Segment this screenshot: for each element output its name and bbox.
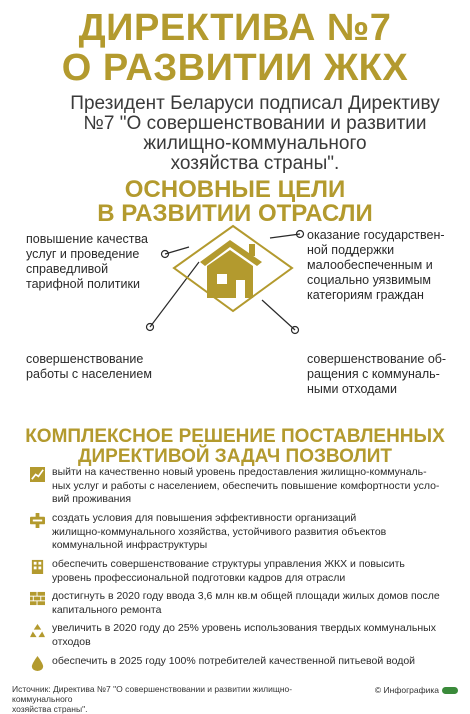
trend-up-icon [30,467,45,482]
solution-item-line: уровень профессиональной подготовки кадров для отрасли [52,571,346,584]
lead-line: хозяйства страны". [170,153,340,174]
solution-item-line: обеспечить в 2025 году 100% потребителей качественной питьевой водой [52,655,416,667]
goal-bottom-left [26,352,176,382]
goal-bottom-right [307,352,457,397]
source-line: Источник: Директива №7 "О совершенствовании и развитии жилищно-коммунального [12,684,293,704]
solution-heading: КОМПЛЕКСНОЕ РЕШЕНИЕ ПОСТАВЛЕННЫХ [25,426,445,447]
solution-item [30,622,462,652]
goal-top-left [26,232,191,292]
solution-item-line: отходов [52,635,91,648]
solution-item [30,558,462,588]
goal-line: социально уязвимым [307,273,431,287]
goal-line: ращения с коммуналь- [307,367,440,381]
solution-item-line: капитального ремонта [52,603,162,616]
goal-line: ными отходами [307,382,397,396]
goal-line: ной поддержки [307,243,395,257]
goal-line: тарифной политики [26,277,140,291]
goal-top-right [307,228,457,303]
solution-item-line: ных услуг и работы с населением, обеспечить повышение комфортности усло- [52,479,440,492]
credit-text: © Инфографика [374,685,439,695]
water-drop-icon [30,656,45,671]
solution-item-line: коммунальной инфраструктуры [52,539,208,551]
solution-item-line: обеспечить совершенствование структуры управления ЖКХ и повысить [52,558,405,570]
goal-line: совершенствование об- [307,352,447,366]
lead-line: №7 "О совершенствовании и развитии [83,113,427,134]
goal-line: малообеспеченным и [307,258,433,272]
goal-line: справедливой [26,262,109,276]
credit [375,685,458,695]
solution-item-line: выйти на качественно новый уровень предоставления жилищно-коммуналь- [52,466,427,478]
source-note [12,684,312,714]
page-title: ДИРЕКТИВА №7 [78,7,392,49]
solution-item-line: достигнуть в 2020 году ввода 3,6 млн кв.м общей площади жилых домов после [52,590,440,602]
goal-line: совершенствование [26,352,144,366]
lead-line: Президент Беларуси подписал Директиву [70,93,440,114]
goals-heading: ОСНОВНЫЕ ЦЕЛИ [124,176,346,203]
publisher-logo [442,687,458,694]
bricks-icon [30,591,45,606]
solution-item [30,590,462,620]
pipe-icon [30,513,45,528]
lead-line: жилищно-коммунального [143,133,367,154]
goal-line: услуг и проведение [26,247,140,261]
goal-line: работы с населением [26,367,152,381]
goals-heading-line2: В РАЗВИТИИ ОТРАСЛИ [97,200,373,227]
goal-line: категориям граждан [307,288,424,302]
solution-item [30,466,462,508]
solution-item [30,655,462,673]
solution-heading-line2: ДИРЕКТИВОЙ ЗАДАЧ ПОЗВОЛИТ [77,446,393,467]
building-icon [30,559,45,574]
solution-item-line: вий проживания [52,493,132,505]
page-title-line2: О РАЗВИТИИ ЖКХ [61,47,409,89]
solution-item-line: увеличить в 2020 году до 25% уровень использования твердых коммунальных [52,622,436,634]
solution-item-line: жилищно-коммунального хозяйства, устойчивого развития объектов [52,525,387,538]
goal-line: оказание государствен- [307,228,445,242]
goal-line: повышение качества [26,232,148,246]
solution-item-line: создать условия для повышения эффективности организаций [52,512,357,524]
house-icon [200,240,262,298]
recycle-icon [30,623,45,638]
solution-item [30,512,462,554]
source-line: хозяйства страны". [12,704,88,714]
